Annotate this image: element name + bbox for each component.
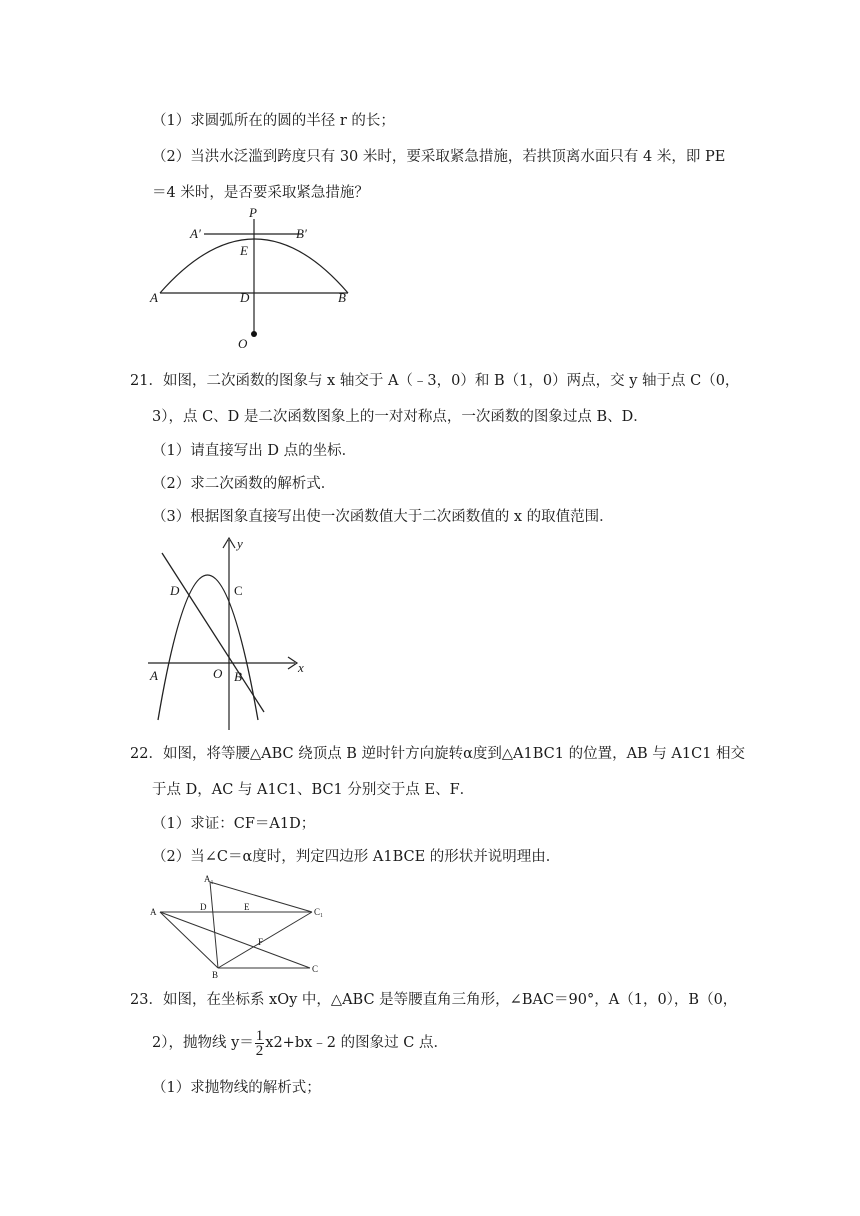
- q20-part2-line2: ＝4 米时，是否要采取紧急措施？: [152, 185, 369, 201]
- q21-part1: （1）请直接写出 D 点的坐标．: [152, 443, 357, 459]
- fig22-label-C1: C₁: [314, 907, 324, 917]
- fig22-label-B: B: [212, 970, 219, 980]
- q20-part2-line1: （2）当洪水泛滥到跨度只有 30 米时，要采取紧急措施，若拱顶离水面只有 4 米，即 PE: [152, 149, 726, 165]
- q23-line2: 2），抛物线 y＝ $\frac{1}{2}$ x2+bx﹣2 的图象过 C 点．: [152, 1027, 448, 1059]
- fig21-label-B: B: [234, 669, 242, 684]
- q22-part2: （2）当∠C＝α度时，判定四边形 A1BCE 的形状并说明理由．: [152, 849, 561, 865]
- q23-part1: （1）求抛物线的解析式；: [152, 1080, 321, 1096]
- q23-line1: 23．如图，在坐标系 xOy 中，△ABC 是等腰直角三角形，∠BAC＝90°，A（1，0），B（0，: [130, 992, 738, 1008]
- q20-part1: （1）求圆弧所在的圆的半径 r 的长；: [152, 113, 395, 129]
- fig20-label-P: P: [249, 205, 257, 220]
- fig22-label-A: A: [150, 907, 157, 917]
- fig20-label-B1: B′: [296, 226, 307, 241]
- fig22-label-C: C: [312, 964, 319, 974]
- q22-line2: 于点 D，AC 与 A1C1、BC1 分别交于点 E、F．: [152, 782, 475, 798]
- fig21-label-O: O: [213, 666, 223, 681]
- fig21-label-D: D: [170, 583, 180, 598]
- q21-part2: （2）求二次函数的解析式．: [152, 476, 336, 492]
- q21-parabola-figure: [140, 530, 320, 735]
- fig20-label-A1: A′: [190, 226, 201, 241]
- fig22-label-F: F: [258, 937, 264, 947]
- q22-part1: （1）求证：CF＝A1D；: [152, 816, 316, 832]
- fig20-label-B: B: [338, 290, 346, 305]
- q22-rotation-figure: [140, 870, 335, 980]
- fig21-label-C: C: [234, 583, 243, 598]
- fig22-label-D: D: [200, 902, 207, 912]
- fig21-label-y: y: [237, 536, 243, 551]
- fig20-label-A: A: [150, 290, 158, 305]
- fig20-label-D: D: [240, 290, 250, 305]
- q23-fraction: $\frac{1}{2}$: [255, 1027, 264, 1059]
- fig21-label-A: A: [150, 668, 158, 683]
- fig22-label-A1: A₁: [204, 874, 214, 884]
- q21-line1: 21．如图，二次函数的图象与 x 轴交于 A（﹣3，0）和 B（1，0）两点，交 y 轴于点 C（0，: [130, 373, 740, 389]
- fig21-label-x: x: [298, 660, 304, 675]
- fig20-label-E: E: [240, 243, 248, 258]
- q21-line2: 3），点 C、D 是二次函数图象上的一对对称点，一次函数的图象过点 B、D．: [152, 409, 648, 425]
- fig20-label-O: O: [238, 336, 248, 351]
- q21-part3: （3）根据图象直接写出使一次函数值大于二次函数值的 x 的取值范围．: [152, 509, 614, 525]
- q22-line1: 22．如图，将等腰△ABC 绕顶点 B 逆时针方向旋转α度到△A1BC1 的位置，AB 与 A1C1 相交: [130, 746, 746, 762]
- q20-arch-figure: [140, 205, 370, 355]
- fig22-label-E: E: [244, 902, 250, 912]
